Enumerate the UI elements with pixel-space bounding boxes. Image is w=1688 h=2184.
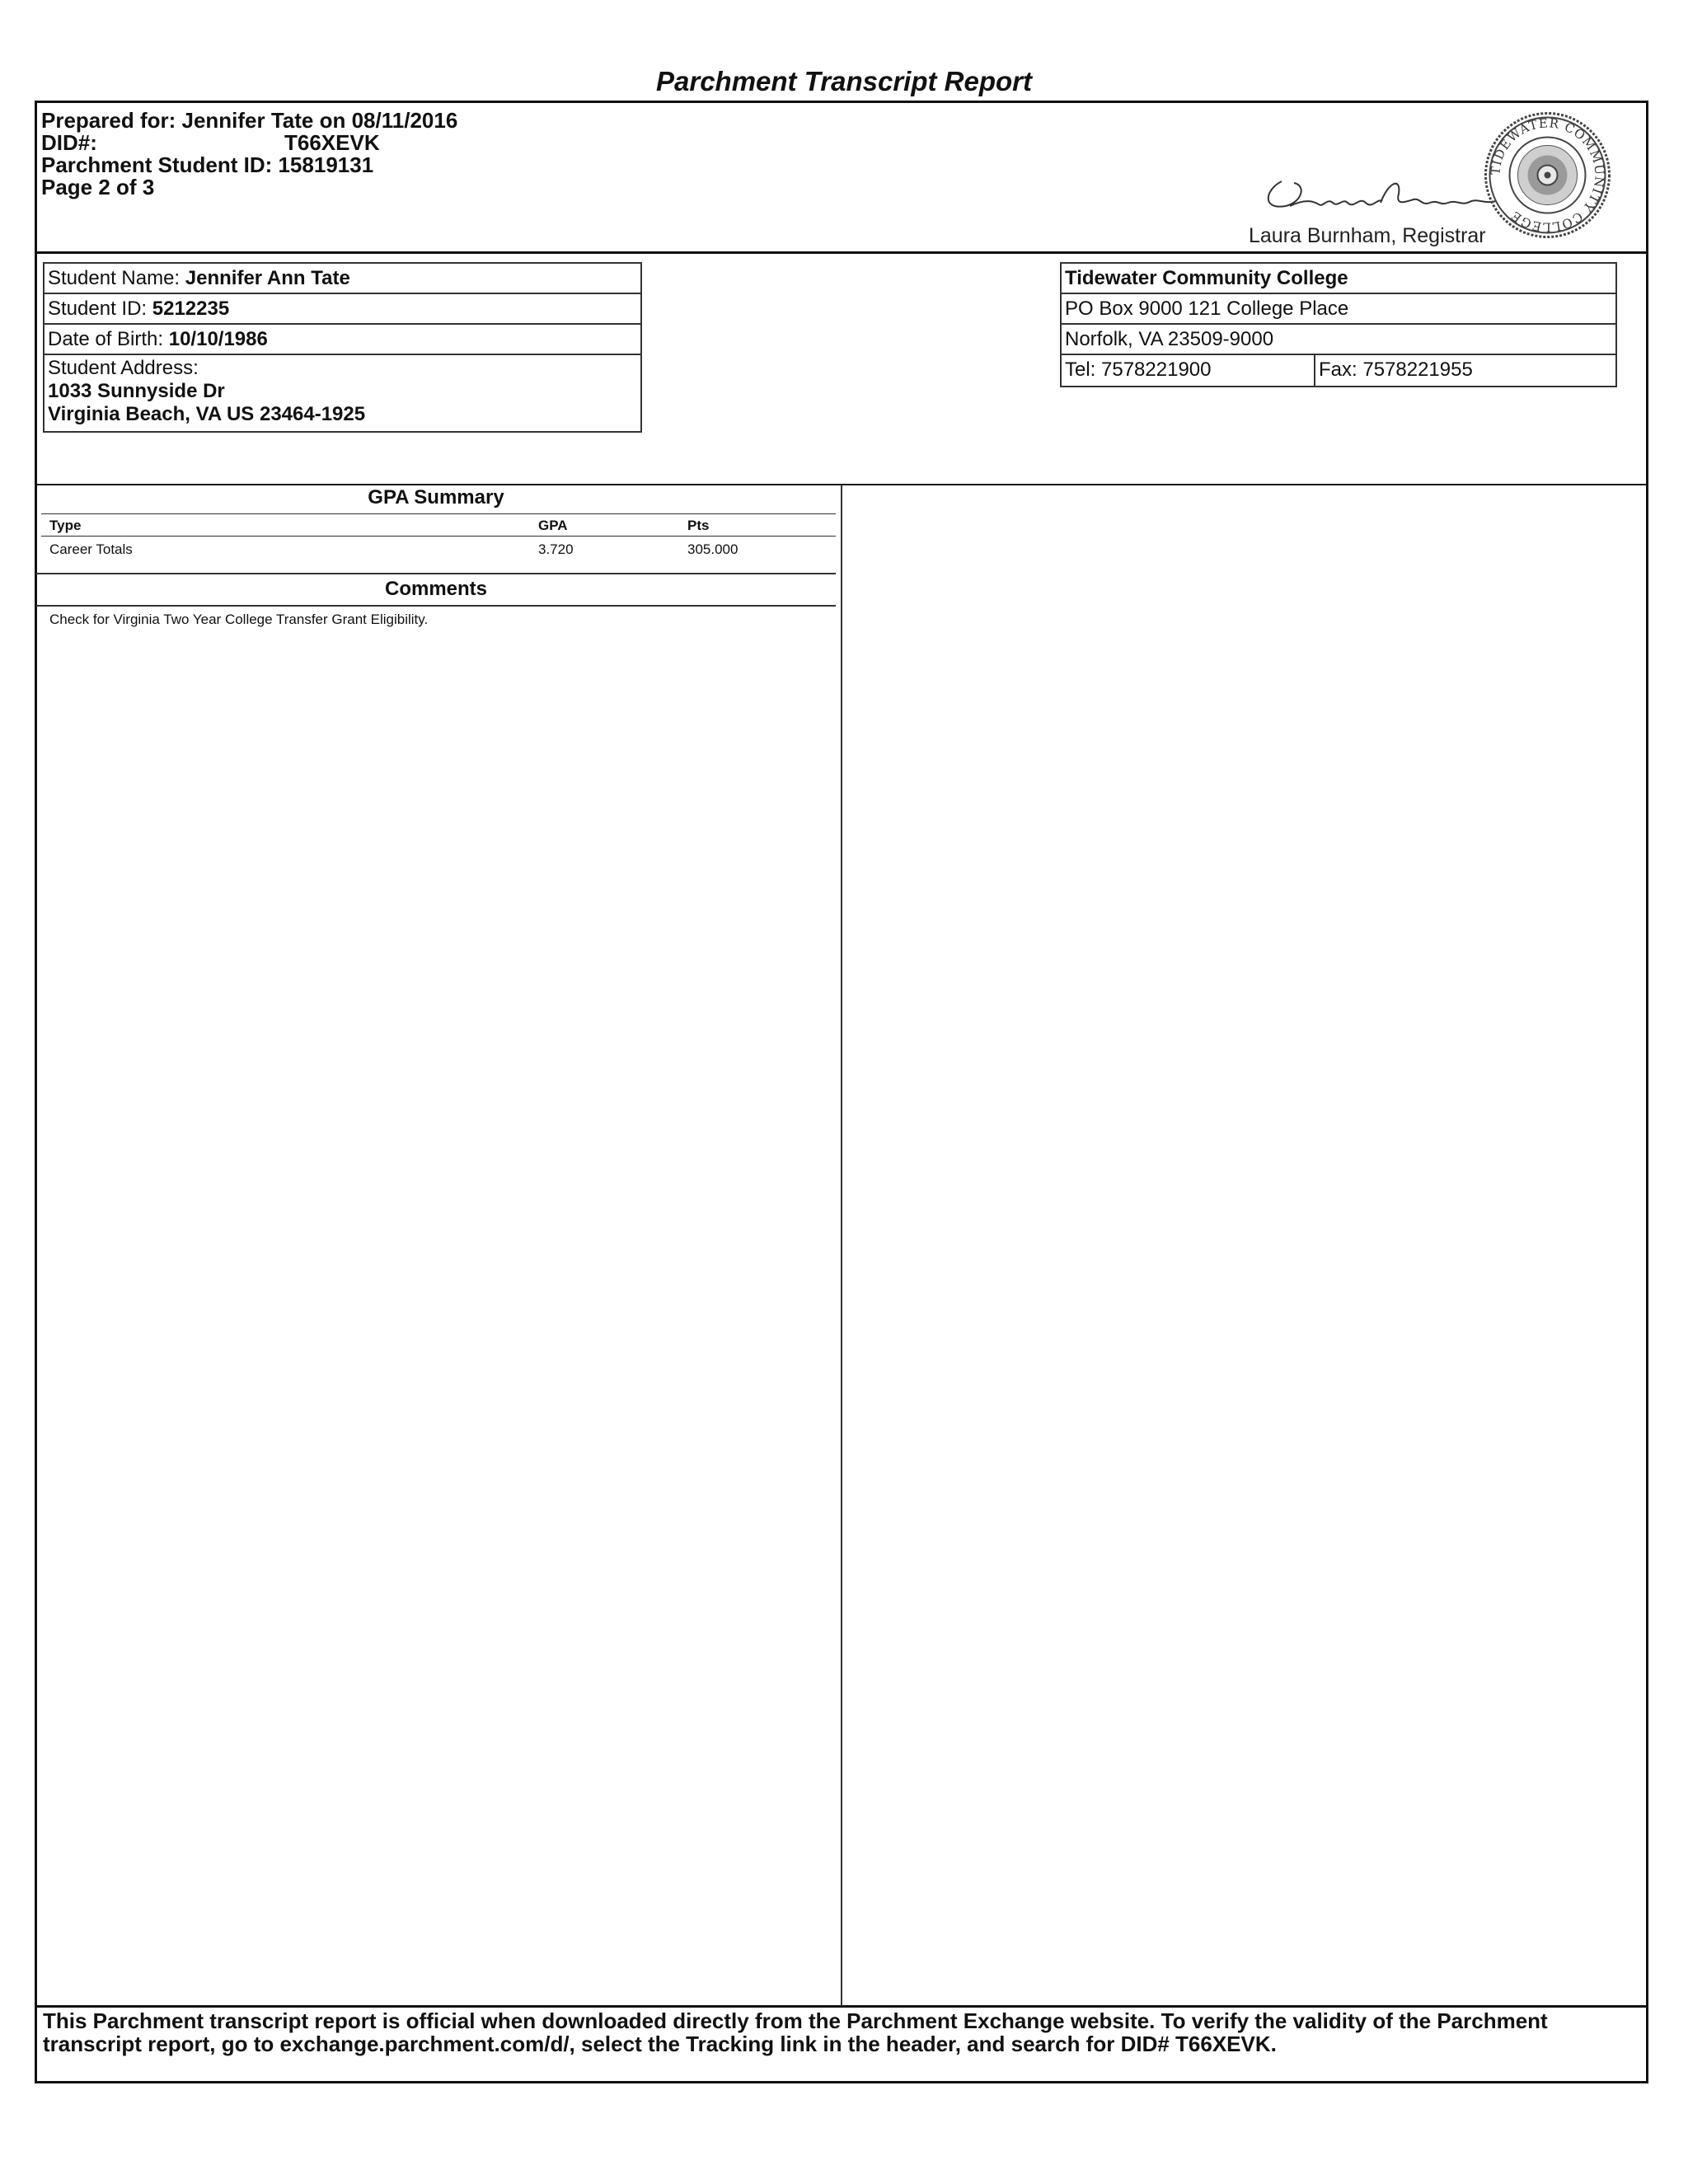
gpa-row-type: Career Totals — [49, 541, 133, 557]
signatory-name: Laura Burnham, Registrar — [1249, 224, 1486, 247]
comments-rule-top — [36, 573, 836, 574]
gpa-rule-top — [41, 513, 836, 514]
col-gpa-header: GPA — [538, 518, 568, 533]
did-label: DID#: — [41, 130, 97, 155]
address-line2: Virginia Beach, VA US 23464-1925 — [48, 403, 366, 425]
date-of-birth: 10/10/1986 — [168, 328, 268, 350]
comments-heading: Comments — [384, 578, 488, 600]
comments-rule-bottom — [36, 605, 836, 607]
page-number: Page 2 of 3 — [41, 175, 155, 199]
header-divider — [35, 251, 1648, 254]
student-name: Jennifer Ann Tate — [185, 267, 350, 289]
institution-tel: Tel: 7578221900 — [1062, 355, 1315, 386]
gpa-row-gpa: 3.720 — [538, 541, 574, 557]
dob-row: Date of Birth: 10/10/1986 — [45, 325, 640, 355]
institution-address1: PO Box 9000 121 College Place — [1062, 294, 1615, 325]
address-line1: 1033 Sunnyside Dr — [48, 380, 225, 402]
comment-text: Check for Virginia Two Year College Transfer Grant Eligibility. — [49, 612, 429, 627]
seal-text: TIDEWATER COMMUNITY COLLEGE — [1488, 115, 1607, 235]
address-row — [45, 355, 640, 428]
document-title: Parchment Transcript Report — [655, 66, 1032, 96]
footer-notice: This Parchment transcript report is official when downloaded directly from the Parchment Exchange website. To verify the validity of the Parchment transcript report, go to exchange.parchment.com/d/, select the Tracking link in the header, and search for DID# T66XEVK. — [43, 2008, 1548, 2056]
gpa-summary-heading: GPA Summary — [368, 486, 504, 509]
student-id: 5212235 — [152, 298, 230, 320]
contact-row — [1062, 355, 1615, 386]
college-seal — [1484, 111, 1611, 239]
signature-graphic — [1257, 165, 1504, 231]
institution-name: Tidewater Community College — [1065, 267, 1348, 289]
did-value: T66XEVK — [284, 130, 380, 155]
parchment-student-id: Parchment Student ID: 15819131 — [41, 152, 374, 177]
institution-address2: Norfolk, VA 23509-9000 — [1062, 325, 1615, 355]
prepared-for: Prepared for: Jennifer Tate on 08/11/2016 — [41, 108, 458, 133]
institution-box — [1060, 262, 1617, 387]
did-row — [41, 132, 457, 154]
col-pts-header: Pts — [687, 518, 710, 533]
registrar-signature — [1257, 165, 1504, 231]
seal-icon — [1484, 111, 1611, 239]
student-name-row: Student Name: Jennifer Ann Tate — [45, 264, 640, 294]
student-id-row: Student ID: 5212235 — [45, 294, 640, 325]
column-divider — [841, 485, 842, 2006]
student-info-box — [43, 262, 642, 433]
gpa-row-pts: 305.000 — [687, 541, 738, 557]
prepared-block — [41, 110, 457, 199]
gpa-rule-mid — [41, 536, 836, 537]
institution-name-row — [1062, 264, 1615, 294]
col-type-header: Type — [49, 518, 82, 533]
address-label: Student Address: — [48, 357, 199, 379]
institution-fax: Fax: 7578221955 — [1319, 359, 1473, 381]
